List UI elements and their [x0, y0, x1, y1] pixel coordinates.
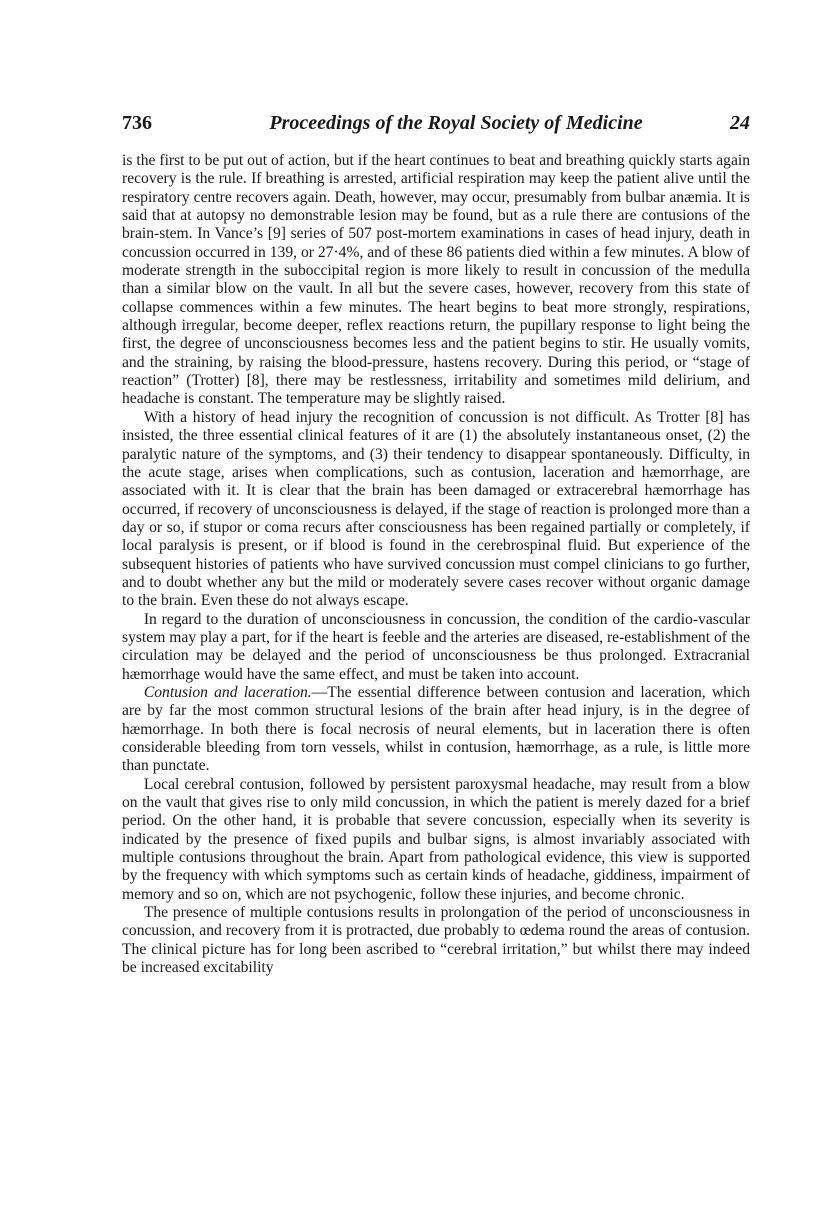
paragraph-local-contusion: Local cerebral contusion, followed by persistent paroxysmal headache, may result from a blow on the vault that gives rise to only mild concussion, in which the patient is merely dazed for a brief period. On the other hand, it is probable that severe concussion, especially when its severity is indicated by the presence of fixed pupils and bulbar signs, is almost invariably associated with multiple contusions throughout the brain. Apart from pathological evidence, this view is supported by the frequency with which symptoms such as certain kinds of headache, giddiness, impairment of memory and so on, which are not psychogenic, follow these injuries, and become chronic. — [122, 775, 750, 903]
section-heading-contusion-laceration: Contusion and laceration. — [143, 683, 312, 701]
page-number: 736 — [122, 112, 152, 134]
paragraph-contusion-laceration-text: —The essential difference between contusion and laceration, which are by far the most common structural lesions of the brain after head injury, is in the degree of hæmorrhage. In both there is focal necrosis of neural elements, but in laceration there is often considerable bleeding from torn vessels, whilst in contusion, hæmorrhage, as a rule, is little more than punctate. — [122, 683, 750, 775]
paragraph-concussion-recognition: With a history of head injury the recognition of concussion is not difficult. As Trotter [8] has insisted, the three essential clinical features of it are (1) the absolutely instantaneous onset, (2) the paralytic nature of the symptoms, and (3) their tendency to disappear spontaneously. Difficulty, in the acute stage, arises when complications, such as contusion, laceration and hæmorrhage, are associated with it. It is clear that the brain has been damaged or extracerebral hæmorrhage has occurred, if recovery of unconsciousness is delayed, if the stage of reaction is prolonged more than a day or so, if stupor or coma recurs after consciousness has been regained partially or completely, if local paralysis is present, or if blood is found in the cerebrospinal fluid. But experience of the subsequent histories of patients who have survived concussion must compel clinicians to go further, and to doubt whether any but the mild or moderately severe cases recover without organic damage to the brain. Even these do not always escape. — [122, 408, 750, 610]
article-body — [122, 152, 750, 977]
paragraph-concussion-recovery: is the first to be put out of action, but if the heart continues to beat and breathing quickly starts again recovery is the rule. If breathing is arrested, artificial respiration may keep the patient alive until the respiratory centre recovers again. Death, however, may occur, presumably from bulbar anæmia. It is said that at autopsy no demonstrable lesion may be found, but as a rule there are contusions of the brain-stem. In Vance’s [9] series of 507 post-mortem examinations in cases of head injury, death in concussion occurred in 139, or 27·4%, and of these 86 patients died within a few minutes. A blow of moderate strength in the suboccipital region is more likely to result in concussion of the medulla than a similar blow on the vault. In all but the severe cases, however, recovery from this state of collapse commences within a few minutes. The heart begins to beat more strongly, respirations, although irregular, become deeper, reflex reactions return, the pupillary response to light being the first, the degree of unconsciousness becomes less and the patient begins to stir. He usually vomits, and the straining, by raising the blood-pressure, hastens recovery. During this period, or “stage of reaction” (Trotter) [8], there may be restlessness, irritability and sometimes mild delirium, and headache is constant. The temperature may be slightly raised. — [122, 152, 750, 408]
running-head — [122, 108, 750, 138]
paragraph-contusion-laceration — [122, 684, 750, 776]
paragraph-unconsciousness-duration: In regard to the duration of unconsciousness in concussion, the condition of the cardio-vascular system may play a part, for if the heart is feeble and the arteries are diseased, re-establishment of the circulation may be delayed and the period of unconsciousness be thus prolonged. Extracranial hæmorrhage would have the same effect, and must be taken into account. — [122, 610, 750, 683]
paragraph-multiple-contusions: The presence of multiple contusions results in prolongation of the period of unconsciousness in concussion, and recovery from it is protracted, due probably to œdema round the areas of contusion. The clinical picture has for long been ascribed to “cerebral irritation,” but whilst there may indeed be increased excitability — [122, 904, 750, 977]
volume-number: 24 — [730, 112, 750, 134]
journal-title: Proceedings of the Royal Society of Medicine — [269, 112, 643, 134]
